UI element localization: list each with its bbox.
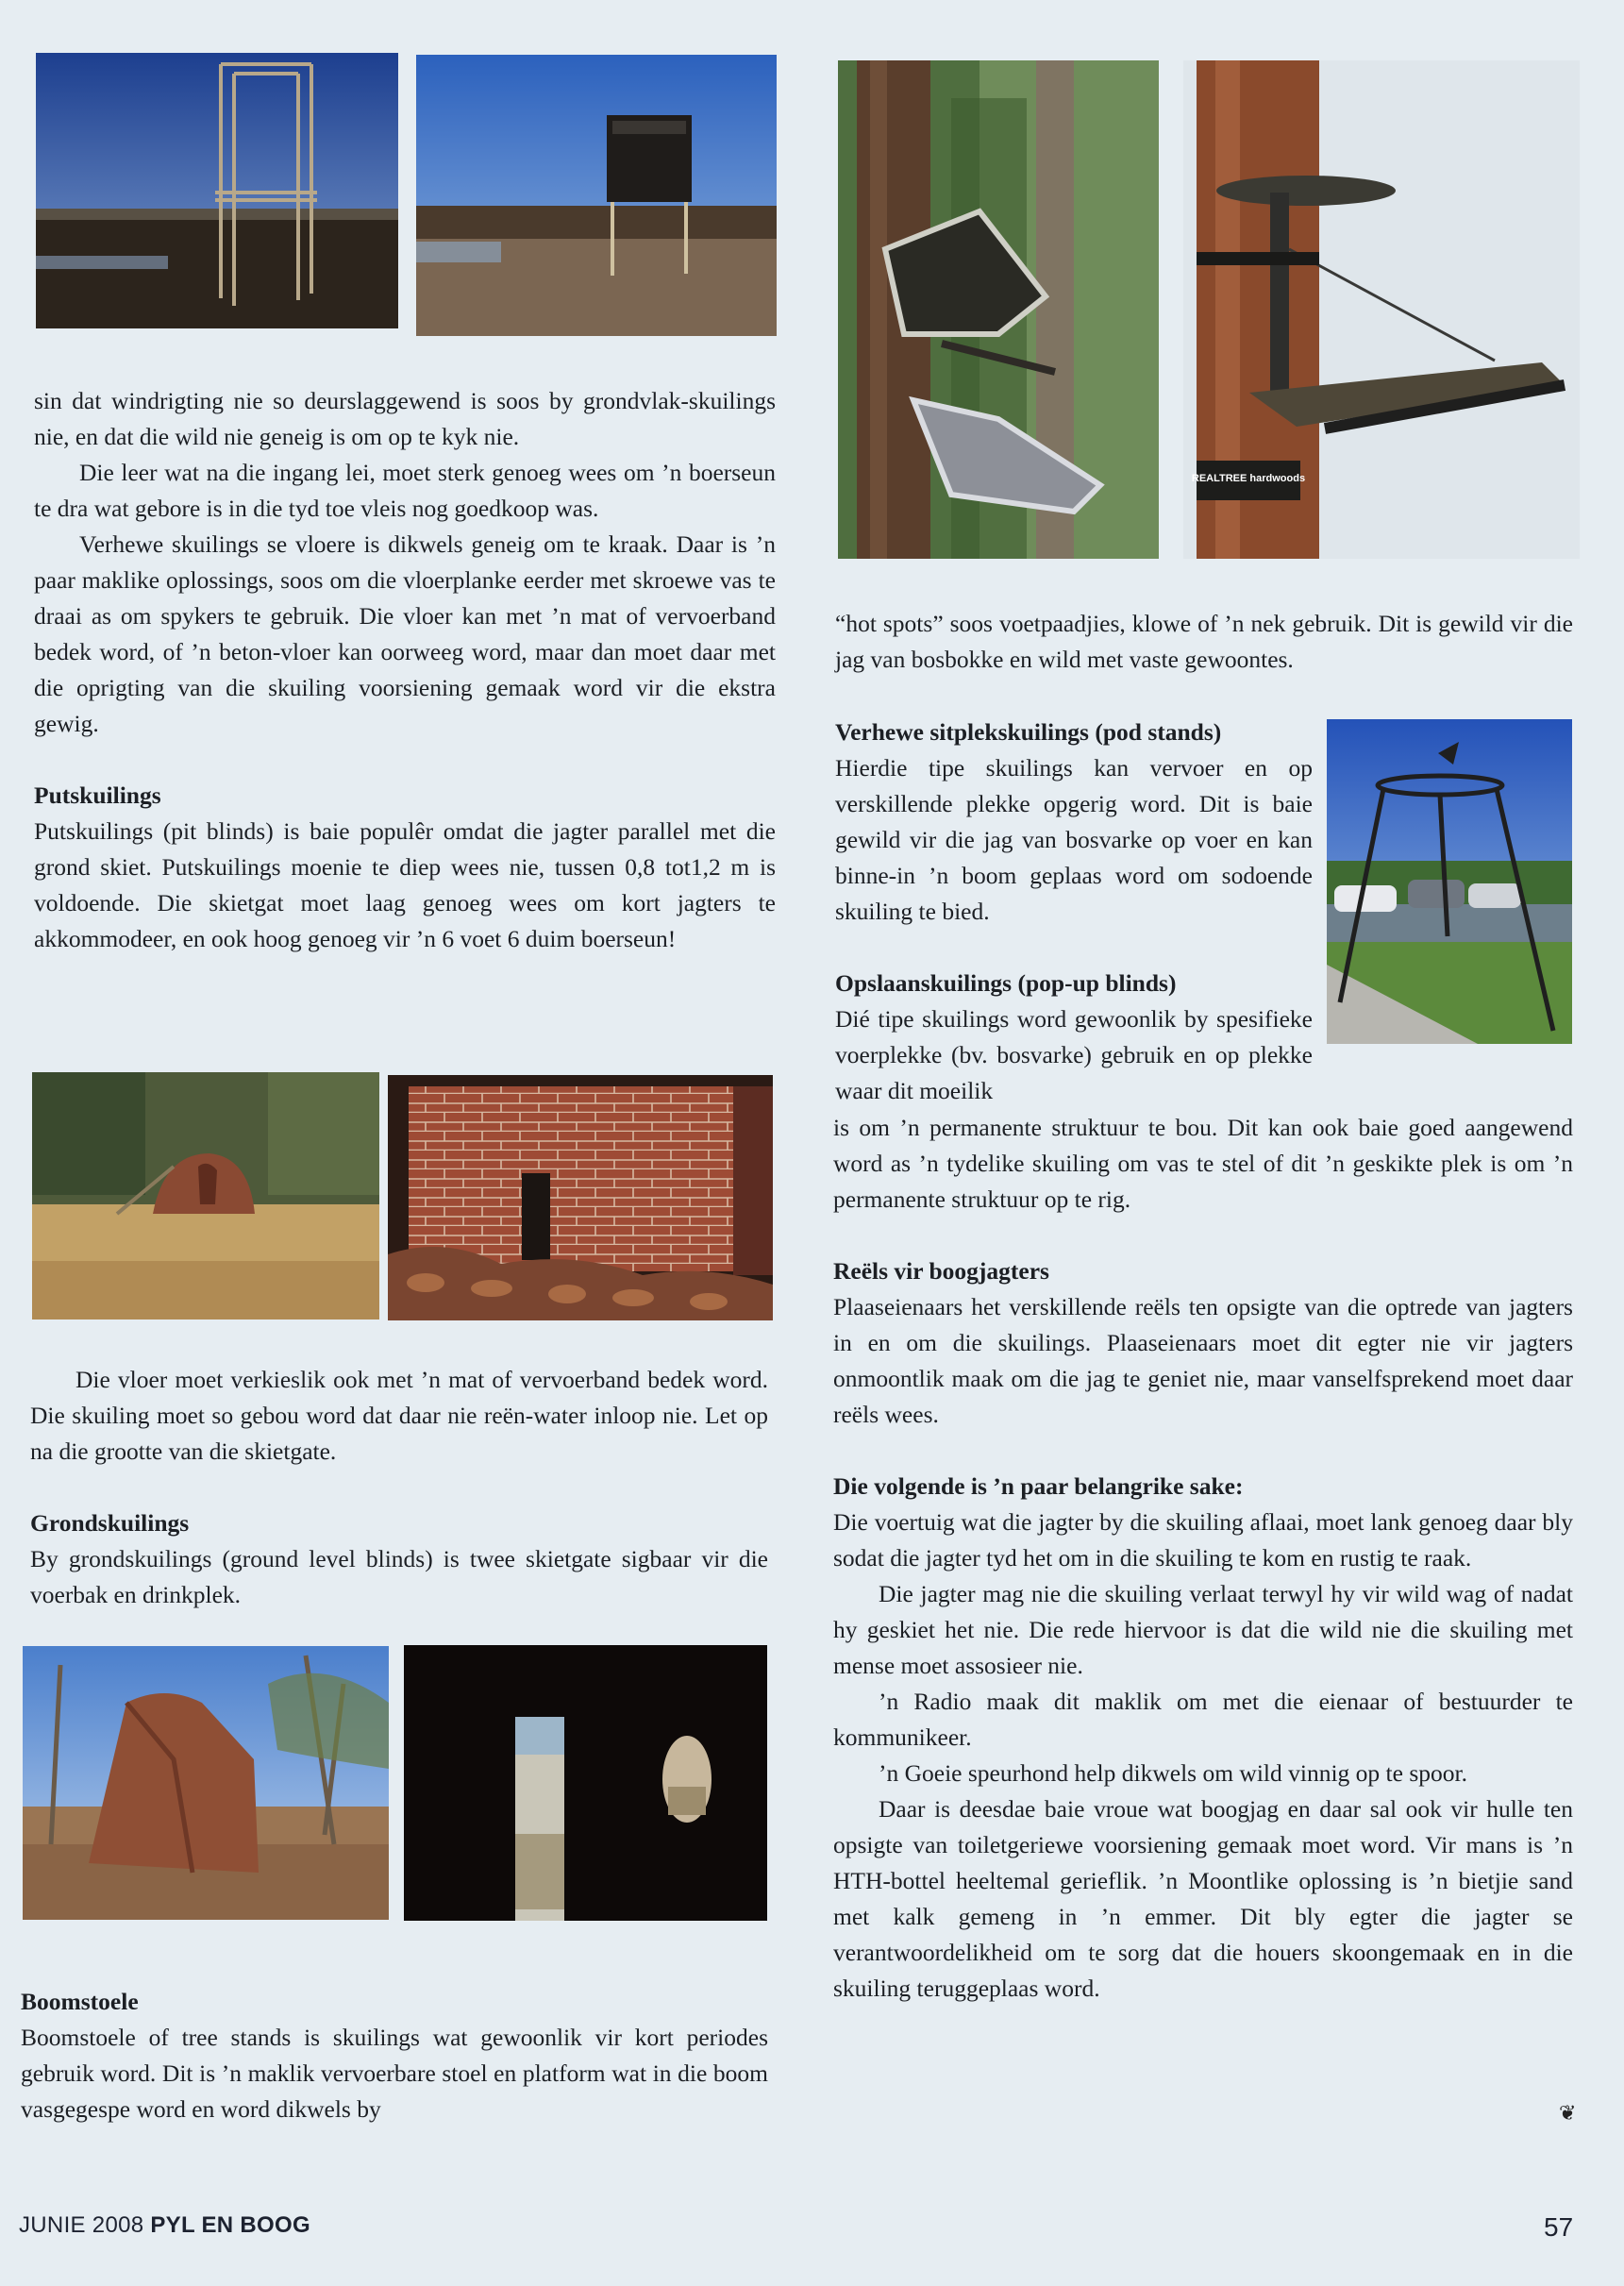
photo-tree-stand-climber [838,60,1159,559]
body-paragraph: Hierdie tipe skuilings kan vervoer en op verskillende plekke opgerig word. Dit is baie gewild vir die jag van bosvarke op voer en kan binne-in ’n boom geplaas word om sodoende skuiling te bied. [835,754,1313,925]
body-paragraph: Verhewe skuilings se vloere is dikwels geneig om te kraak. Daar is ’n paar maklike oplossings, soos om die vloerplanke eerder met skroewe vas te draai as om spykers te gebruik. Die vloer kan met ’n mat of vervoerband bedek word, of ’n beton-vloer kan oorweeg word, maar dan moet daar met die oprigting van die skuiling voorsiening gemaak word vir die ekstra gewig. [34,530,776,737]
right-column-pod-text [835,714,1313,1109]
body-paragraph: sin dat windrigting nie so deurslaggewend is soos by grondvlak-skuilings nie, en dat die wild nie geneig is om op te kyk nie. [34,387,776,450]
right-column-main-text [833,1110,1573,2007]
photo-view-from-inside-blind [404,1645,767,1921]
photo-clay-ground-blind [23,1646,389,1920]
body-paragraph: Boomstoele of tree stands is skuilings wat gewoonlik vir kort periodes gebruik word. Dit is ’n maklik vervoerbare stoel en platform wat in die boom vasgegespe word en word dikwels by [21,2024,768,2123]
end-of-article-icon: ❦ [1559,2101,1577,2125]
right-column-top-text [835,606,1573,678]
left-column-middle-text [30,1362,768,1613]
section-heading-pop-up-blinds: Opslaanskuilings (pop-up blinds) [835,969,1177,997]
body-paragraph: Plaaseienaars het verskillende reëls ten opsigte van die optrede van jagters in en om die skuilings. Plaaseienaars moet dit egter nie vir jagters onmoontlik maak om die jag te geniet nie, maar vanselfsprekend moet daar reëls wees. [833,1293,1573,1428]
section-heading-belangrike-sake: Die volgende is ’n paar belangrike sake: [833,1472,1244,1500]
footer-issue [19,2212,310,2239]
footer-magazine-title: PYL EN BOOG [150,2212,310,2238]
body-paragraph: Die voertuig wat die jagter by die skuiling aflaai, moet lank genoeg daar bly sodat die jagter tyd het om in die skuiling te kom en rustig te raak. [833,1508,1573,1572]
body-paragraph: ’n Goeie speurhond help dikwels om wild vinnig op te spoor. [879,1759,1467,1787]
photo-pod-stand [1327,719,1572,1044]
body-paragraph: By grondskuilings (ground level blinds) is twee skietgate sigbaar vir die voerbak en drinkplek. [30,1545,768,1608]
photo-tree-stand-platform [1183,60,1580,559]
body-paragraph: Daar is deesdae baie vroue wat boogjag en daar sal ook vir hulle ten opsigte van toiletgeriewe voorsiening gemaak moet word. Vir mans is ’n HTH-bottel heeltemal gerieflik. ’n Moontlike oplossing is ’n bietjie sand met kalk gemeng in ’n emmer. Dit bly egter die jagter se verantwoordelikheid om te sorg dat die houers skoongemaak en in die skuiling teruggeplaas word. [833,1795,1573,2002]
photo-grass-hut-blind [32,1072,379,1319]
body-paragraph: is om ’n permanente struktuur te bou. Dit kan ook baie goed aangewend word as ’n tydelike skuiling om vas te stel of dit ’n geskikte plek is om ’n permanente struktuur op te rig. [833,1114,1573,1213]
body-paragraph: ’n Radio maak dit maklik om met die eienaar of bestuurder te kommunikeer. [833,1688,1573,1751]
body-paragraph: Die jagter mag nie die skuiling verlaat terwyl hy vir wild wag of nadat hy geskiet het nie. Die rede hiervoor is dat die wild nie die skuiling met mense moet assosieer nie. [833,1580,1573,1679]
section-heading-pod-stands: Verhewe sitplekskuilings (pod stands) [835,718,1222,746]
body-paragraph: Putskuilings (pit blinds) is baie populêr omdat die jagter parallel met die grond skiet. Putskuilings moenie te diep wees nie, tussen 0,8 tot1,2 m is voldoende. Die skietgat moet laag genoeg wees om kort jagters te akkommodeer, en ook hoog genoeg vir ’n 6 voet 6 duim boerseun! [34,817,776,952]
left-column-bottom-text [21,1984,768,2127]
body-paragraph: “hot spots” soos voetpaadjies, klowe of ’n nek gebruik. Dit is gewild vir die jag van bosbokke en wild met vaste gewoontes. [835,610,1573,673]
section-heading-putskuilings: Putskuilings [34,782,161,809]
section-heading-reels: Reëls vir boogjagters [833,1257,1049,1285]
page-number: 57 [1544,2212,1574,2242]
footer-date: JUNIE 2008 [19,2212,144,2238]
brand-logo-text: REALTREE hardwoods [1191,473,1306,484]
body-paragraph: Die leer wat na die ingang lei, moet sterk genoeg wees om ’n boerseun te dra wat gebore is in die tyd toe vleis nog goedkoop was. [34,459,776,522]
photo-closed-high-blind [416,55,777,336]
left-column-top-text [34,383,776,957]
photo-brick-blind [388,1075,773,1320]
section-heading-grondskuilings: Grondskuilings [30,1509,190,1537]
photo-open-high-stand [36,53,398,328]
section-heading-boomstoele: Boomstoele [21,1988,139,2015]
body-paragraph: Dié tipe skuilings word gewoonlik by spesifieke voerplekke (bv. bosvarke) gebruik en op plekke waar dit moeilik [835,1005,1313,1104]
body-paragraph: Die vloer moet verkieslik ook met ’n mat of vervoerband bedek word. Die skuiling moet so gebou word dat daar nie reën-water inloop nie. Let op na die grootte van die skietgate. [30,1366,768,1465]
